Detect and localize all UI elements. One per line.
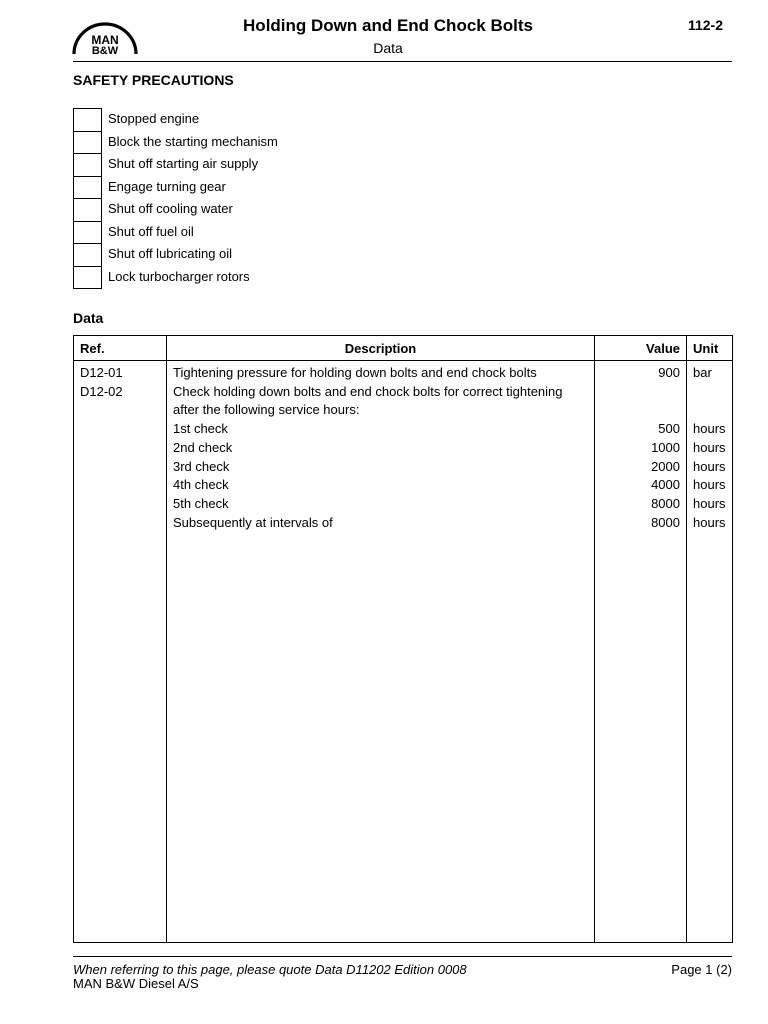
ref-cell (80, 514, 160, 533)
description-cell: Check holding down bolts and end chock bolts for correct tightening (173, 383, 563, 399)
description-cell: Tightening pressure for holding down bolts and end chock bolts (173, 365, 537, 380)
description-cell: 4th check (173, 477, 229, 493)
data-table (73, 335, 733, 943)
value-cell: 8000 (651, 514, 680, 530)
safety-item-label: Shut off fuel oil (108, 223, 194, 239)
description-column (167, 361, 595, 943)
document-number: 112-2 (687, 17, 723, 33)
unit-cell (693, 383, 726, 402)
safety-item-label: Shut off starting air supply (108, 156, 259, 171)
unit-cell: hours (693, 477, 726, 493)
column-header-value: Value (595, 336, 687, 361)
checkbox[interactable] (73, 221, 102, 244)
footer-divider (73, 956, 732, 957)
column-header-unit: Unit (687, 336, 733, 361)
checkbox[interactable] (73, 131, 102, 154)
value-cell: 500 (658, 421, 680, 437)
unit-cell: hours (693, 458, 726, 474)
checkbox[interactable] (73, 243, 102, 266)
description-cell: 5th check (173, 495, 229, 511)
page-title: Holding Down and End Chock Bolts (243, 16, 533, 35)
unit-cell: hours (693, 495, 726, 511)
value-cell: 1000 (651, 439, 680, 455)
column-header-ref: Ref. (74, 336, 167, 361)
table-body-row (74, 361, 733, 943)
value-cell (601, 383, 680, 402)
safety-item-label: Shut off lubricating oil (108, 246, 233, 261)
unit-cell: bar (693, 365, 712, 380)
ref-cell (80, 420, 160, 439)
unit-column (687, 361, 733, 943)
checkbox[interactable] (73, 153, 102, 176)
safety-item-label: Stopped engine (108, 111, 200, 126)
description-cell: 1st check (173, 421, 228, 437)
safety-item-label: Lock turbocharger rotors (108, 268, 250, 284)
ref-cell: D12-02 (80, 383, 123, 399)
description-cell: Subsequently at intervals of (173, 514, 333, 530)
safety-item-label: Engage turning gear (108, 178, 226, 194)
ref-cell (80, 401, 160, 420)
ref-cell (80, 458, 160, 477)
value-cell: 2000 (651, 458, 680, 474)
value-cell: 4000 (651, 477, 680, 493)
value-cell: 900 (658, 365, 680, 380)
value-cell: 8000 (651, 495, 680, 511)
unit-cell: hours (693, 421, 726, 437)
table-header-row (74, 336, 733, 361)
safety-item-label: Shut off cooling water (108, 201, 233, 216)
logo-text-top: MAN (91, 33, 119, 47)
description-cell: after the following service hours: (173, 402, 360, 418)
checkbox[interactable] (73, 266, 102, 290)
checkbox[interactable] (73, 198, 102, 221)
checkbox[interactable] (73, 108, 102, 131)
safety-item-label: Block the starting mechanism (108, 133, 278, 149)
value-cell (601, 401, 680, 420)
ref-cell (80, 495, 160, 514)
ref-cell (80, 439, 160, 458)
page-subtitle: Data (373, 40, 403, 56)
value-column (595, 361, 687, 943)
checkbox[interactable] (73, 176, 102, 199)
unit-cell (693, 401, 726, 420)
logo-text-bottom: B&W (91, 45, 119, 56)
ref-cell (80, 476, 160, 495)
footer-reference-note: When referring to this page, please quote Data D11202 Edition 0008 (73, 962, 467, 977)
header-divider (73, 61, 732, 62)
ref-column (74, 361, 167, 943)
company-name: MAN B&W Diesel A/S (73, 976, 199, 991)
safety-heading: SAFETY PRECAUTIONS (73, 72, 234, 88)
ref-cell: D12-01 (80, 365, 123, 380)
unit-cell: hours (693, 514, 726, 530)
column-header-description: Description (167, 336, 595, 361)
description-cell: 3rd check (173, 458, 230, 474)
page-number: Page 1 (2) (671, 962, 732, 977)
data-heading: Data (73, 310, 104, 326)
unit-cell: hours (693, 439, 726, 455)
description-cell: 2nd check (173, 439, 233, 455)
